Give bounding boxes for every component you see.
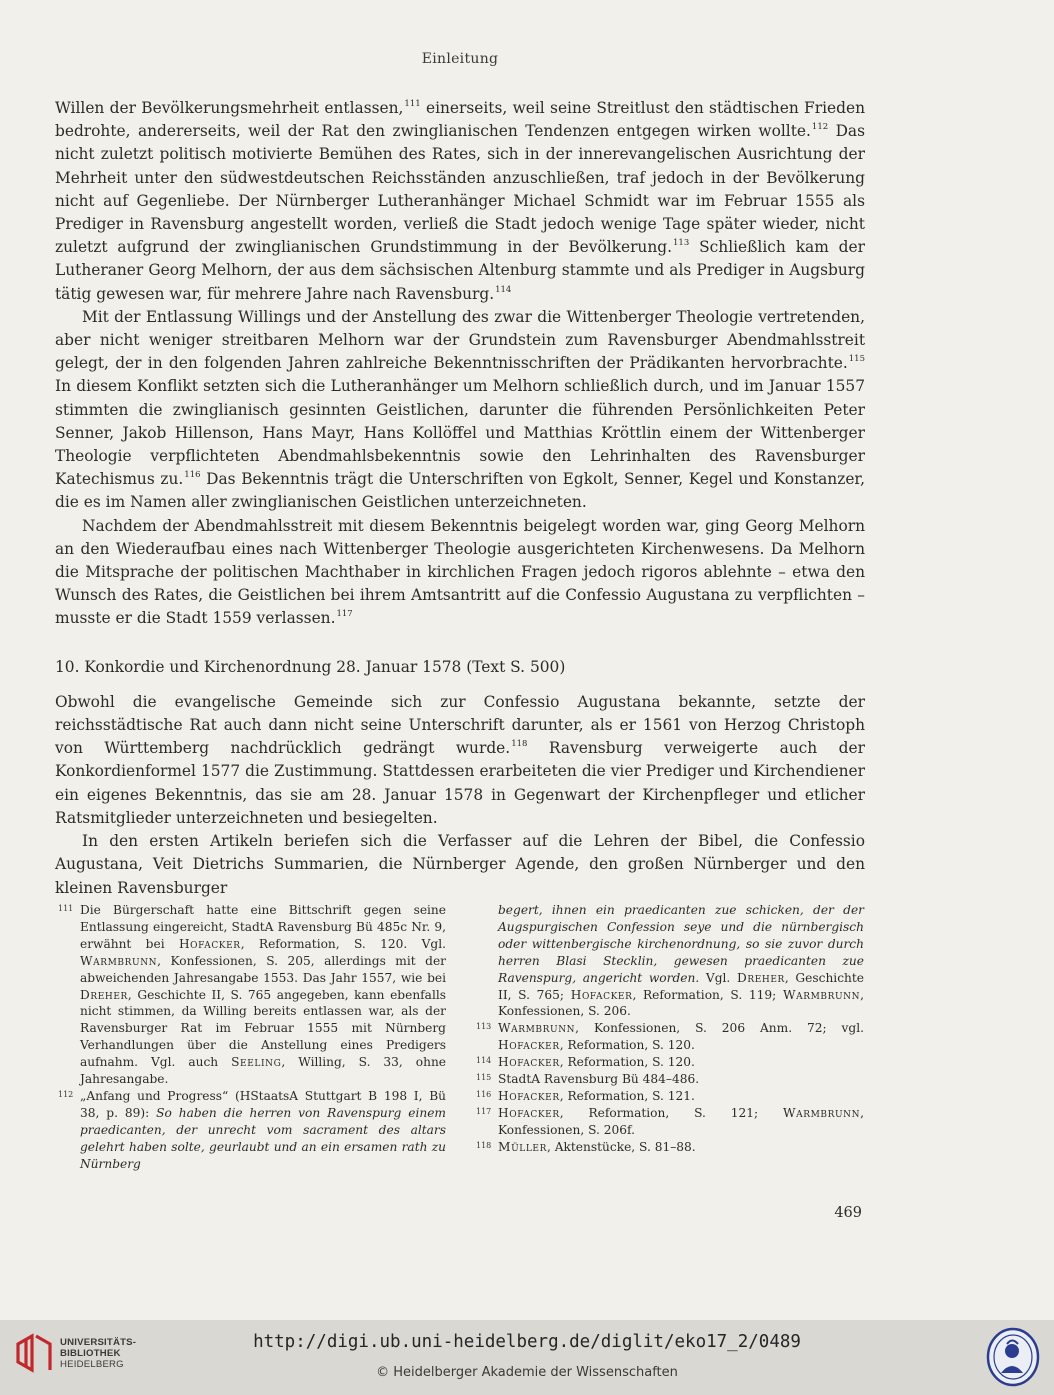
footnote-118: 118 Müller, Aktenstücke, S. 81–88.: [476, 1139, 696, 1154]
footnote-ref-111[interactable]: 111: [404, 99, 421, 109]
footnote-number: 117: [476, 1106, 492, 1116]
footnote-116: 116 Hofacker, Reformation, S. 121.: [476, 1088, 695, 1103]
paragraph-2: Mit der Entlassung Willings und der Anstellung des zwar die Wittenberger Theologie vertretenden, aber nicht weniger streitbaren Melhorn war der Grundstein zum Ravensburger Abendmahlsstreit gelegt, der in den folgenden Jahren zahlreiche Bekenntnisschriften der Prädikanten hervorbrachte.$^{115}$ In diesem Konflikt setzten sich die Lutheranhänger um Melhorn schließlich durch, und im Januar 1557 stimmten die zwinglianisch gesinnten Geistlichen, darunter die führenden Persönlichkeiten Peter Senner, Jakob Hillenson, Hans Mayr, Hans Kollöffel und Matthias Kröttlin einem der Wittenberger Theologie verpflichteten Abendmahlsbekenntnis sowie den Lehrinhalten des Ravensburger Katechismus zu.$^{116}$ Das Bekenntnis trägt die Unterschriften von Egkolt, Senner, Kegel und Konstanzer, die es im Namen aller zwinglianischen Geistlichen unterzeichneten.: [55, 307, 865, 512]
paragraph-1: Willen der Bevölkerungsmehrheit entlassen,$^{111}$ einerseits, weil seine Streitlust den städtischen Frieden bedrohte, andererseits, weil der Rat den zwinglianischen Tendenzen entgegen wirken wollte.$^{112}$ Das nicht zuletzt politisch motivierte Bemühen des Rates, sich in der innerevangelischen Ausrichtung der Mehrheit unter den südwestdeutschen Reichsständen anzuschließen, traf jedoch in der Bevölkerung nicht auf Gegenliebe. Der Nürnberger Lutheranhänger Michael Schmidt war im Februar 1555 als Prediger in Ravensburg angestellt worden, verließ die Stadt jedoch wenige Tage später wieder, nicht zuletzt aufgrund der zwinglianischen Grundstimmung in der Bevölkerung.$^{113}$ Schließlich kam der Lutheraner Georg Melhorn, der aus dem sächsischen Altenburg stammte und als Prediger in Augsburg tätig gewesen war, für mehrere Jahre nach Ravensburg.$^{114}$: [55, 99, 865, 303]
footnote-number: 115: [476, 1073, 492, 1083]
footnote-112: 112 „Anfang und Progress“ (HStaatsA Stuttgart B 198 I, Bü 38, p. 89): So haben die herren von Ravenspurg einem praedicanten, der unrecht vom sacrament des altars gelehrt haben solte, geurlaubt und an ein ersamen rath zu Nürnberg: [58, 1088, 446, 1171]
footnote-number: 118: [476, 1140, 492, 1150]
footnote-ref-115[interactable]: 115: [848, 354, 865, 365]
footnote-ref-118[interactable]: 118: [511, 739, 528, 750]
footnote-115: 115 StadtA Ravensburg Bü 484–486.: [476, 1072, 700, 1087]
footnote-number: 111: [58, 904, 74, 913]
copyright-notice: © Heidelberger Akademie der Wissenschaften: [376, 1365, 678, 1380]
document-url-link[interactable]: http://digi.ub.uni-heidelberg.de/diglit/eko17_2/0489: [253, 1332, 801, 1352]
paragraph-5: In den ersten Artikeln beriefen sich die Verfasser auf die Lehren der Bibel, die Confessio Augustana, Veit Dietrichs Summarien, die Nürnberger Agende, den großen Nürnberger und den kleinen Ravensburger: [55, 832, 865, 897]
running-header: Einleitung: [421, 51, 499, 67]
paragraph-3: Nachdem der Abendmahlsstreit mit diesem Bekenntnis beigelegt worden war, ging Georg Melhorn an den Wiederaufbau eines nach Wittenberger Theologie ausgerichteten Kirchenwesens. Da Melhorn die Mitsprache der politischen Machthaber in kirchlichen Fragen jedoch rigoros ablehnte – etwa den Wunsch des Rates, die Geistlichen bei ihrem Amtsantritt auf die Confessio Augustana zu verpflichten – musste er die Stadt 1559 verlassen.$^{117}$: [55, 516, 865, 628]
main-text: [55, 97, 865, 900]
library-name[interactable]: UNIVERSITÄTS- BIBLIOTHEK HEIDELBERG: [60, 1337, 137, 1370]
footnote-117: 117 Hofacker, Reformation, S. 121; Warmbrunn, Konfessionen, S. 206f.: [476, 1105, 864, 1137]
footnotes-left-column: [58, 902, 446, 1173]
footnote-ref-113[interactable]: 113: [673, 238, 690, 249]
footnote-ref-116[interactable]: 116: [184, 470, 201, 481]
footnote-111: 111 Die Bürgerschaft hatte eine Bittschrift gegen seine Entlassung eingereicht, StadtA Ravensburg Bü 485c Nr. 9, erwähnt bei Hofacker, Reformation, S. 120. Vgl. Warmbrunn, Konfessionen, S. 205, allerdings mit der abweichenden Jahresangabe 1553. Das Jahr 1557, wie bei Dreher, Geschichte II, S. 765 angegeben, kann ebenfalls nicht stimmen, da Willing bereits entlassen war, als der Ravensburger Rat im Februar 1555 mit Nürnberg Verhandlungen über die Anstellung eines Predigers aufnahm. Vgl. auch Seeling, Willing, S. 33, ohne Jahresangabe.: [58, 903, 447, 1087]
footnote-number: 112: [58, 1089, 74, 1099]
footnote-number: 116: [476, 1089, 492, 1099]
footnotes-right-column: [476, 902, 864, 1173]
footnote-ref-114[interactable]: 114: [495, 284, 512, 295]
footnote-ref-117[interactable]: 117: [336, 609, 353, 620]
footnote-number: 114: [476, 1056, 492, 1066]
paragraph-4: Obwohl die evangelische Gemeinde sich zur Confessio Augustana bekannte, setzte der reichsstädtische Rat auch dann nicht seine Unterschrift darunter, als er 1561 von Herzog Christoph von Württemberg nachdrücklich gedrängt wurde.$^{118}$ Ravensburg verweigerte auch der Konkordienformel 1577 die Zustimmung. Stattdessen erarbeiteten die vier Prediger und Kirchendiener ein eigenes Bekenntnis, das sie am 28. Januar 1578 in Gegenwart der Kirchenpfleger und etlicher Ratsmitglieder unterzeichneten und besiegelten.: [55, 692, 865, 827]
footnote-113: 113 Warmbrunn, Konfessionen, S. 206 Anm. 72; vgl. Hofacker, Reformation, S. 120.: [476, 1021, 864, 1053]
page-number: 469: [834, 1205, 862, 1221]
footnote-114: 114 Hofacker, Reformation, S. 120.: [476, 1055, 695, 1070]
section-heading: 10. Konkordie und Kirchenordnung 28. Januar 1578 (Text S. 500): [55, 657, 566, 676]
footnotes: [58, 902, 864, 1173]
footer-bar: [0, 1320, 1054, 1395]
footnote-number: 113: [476, 1022, 492, 1032]
footnote-ref-112[interactable]: 112: [811, 122, 829, 133]
university-seal-icon[interactable]: [985, 1327, 1041, 1387]
footnote-112-continued: begert, ihnen ein praedicanten zue schicken, der der Augspurgischen Confession seye und die nürnbergisch oder wittenbergische kirchenordnung, so sie zuvor durch herren Blasi Stecklin, gewesen praedicanten zue Ravenspurg, angericht worden. Vgl. Dreher, Geschichte II, S. 765; Hofacker, Reformation, S. 119; Warmbrunn, Konfessionen, S. 206.: [498, 903, 864, 1019]
